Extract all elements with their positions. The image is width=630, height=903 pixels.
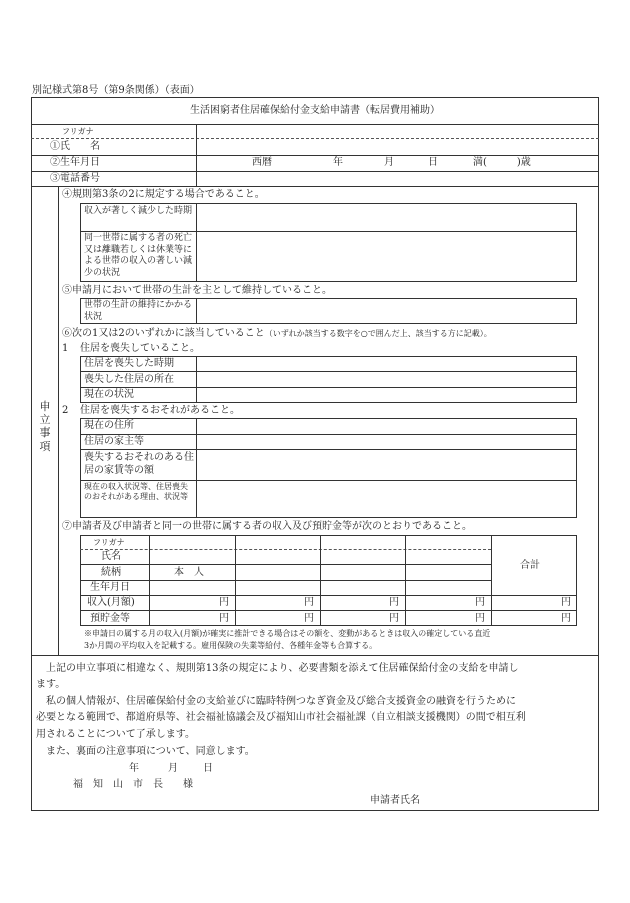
row-label: 収入が著しく減少した時期 <box>84 206 193 216</box>
row-label: 現在の収入状況等、住居喪失のおそれがある理由、状況等 <box>84 482 188 502</box>
row-label: 氏名 <box>101 551 121 562</box>
row-label: 世帯の生計の維持にかかる状況 <box>84 300 193 322</box>
declaration-text: ます。 <box>36 679 66 690</box>
item-1-number: 1 <box>62 343 69 354</box>
yen-unit: 円 <box>475 597 485 608</box>
divider <box>80 480 577 481</box>
row-label: 生年月日 <box>90 582 130 593</box>
row-label: 住居の家主等 <box>84 436 144 447</box>
section-6-title-note: （いずれか該当する数字を○で囲んだ上、該当する方に記載）。 <box>264 329 492 338</box>
divider <box>80 449 577 450</box>
row-label: 喪失した住居の所在 <box>84 374 174 385</box>
yen-unit: 円 <box>304 613 314 624</box>
item-2-number: 2 <box>62 405 69 416</box>
divider <box>235 535 236 626</box>
divider <box>196 298 197 324</box>
item-1-title: 住居を喪失していること。 <box>80 343 200 354</box>
section-6-title-text: ⑥次の1又は2のいずれかに該当していること <box>62 328 265 339</box>
day-label: 日 <box>428 157 438 168</box>
row-label: 住居を喪失した時期 <box>84 358 174 369</box>
divider <box>320 535 321 626</box>
divider <box>80 610 577 611</box>
declaration-text: また、裏面の注意事項について、同意します。 <box>36 746 255 757</box>
divider <box>80 371 577 372</box>
row-label: 現在の状況 <box>84 389 134 400</box>
section-6-title <box>62 329 492 339</box>
row-label: フリガナ <box>93 538 125 547</box>
signature-label: 申請者氏名 <box>370 795 420 806</box>
phone-label: ③電話番号 <box>50 173 100 184</box>
row-label: 同一世帯に属する者の死亡又は離職若しくは休業等による世帯の収入の著しい減少の状況 <box>84 233 193 279</box>
yen-unit: 円 <box>219 597 229 608</box>
date-day: 日 <box>203 763 213 774</box>
declaration-text: 上記の申立事項に相違なく、規則第13条の規定により、必要書類を添えて住居確保給付金の支給を申請し <box>36 663 519 674</box>
form-title: 生活困窮者住居確保給付金支給申請書（転居費用補助） <box>190 105 440 116</box>
divider <box>80 549 491 550</box>
section-4-title: ④規則第3条の2に規定する場合であること。 <box>62 189 265 200</box>
divider <box>80 564 491 565</box>
row-label: 喪失するおそれのある住居の家賃等の額 <box>84 452 194 476</box>
divider <box>491 535 492 626</box>
yen-unit: 円 <box>561 613 571 624</box>
month-label: 月 <box>384 157 394 168</box>
era-label: 西暦 <box>252 157 272 168</box>
divider <box>80 434 577 435</box>
date-month: 月 <box>168 763 178 774</box>
divider <box>196 356 197 403</box>
row-label: 現在の住所 <box>84 420 134 431</box>
divider <box>196 418 197 518</box>
year-label: 年 <box>333 157 343 168</box>
yen-unit: 円 <box>475 613 485 624</box>
divider <box>80 595 577 596</box>
divider <box>80 387 577 388</box>
yen-unit: 円 <box>389 597 399 608</box>
divider <box>149 535 150 626</box>
date-year: 年 <box>129 763 139 774</box>
income-note: 3か月間の平均収入を記載する。雇用保険の失業等給付、各種年金等も合算する。 <box>84 641 378 650</box>
relation-self: 本 人 <box>174 567 204 578</box>
row-label: 続柄 <box>101 567 121 578</box>
form-number: 別記様式第8号（第9条関係）（表面） <box>32 85 200 96</box>
divider <box>58 186 59 655</box>
divider <box>196 203 197 282</box>
divider <box>31 171 599 172</box>
divider <box>196 124 197 186</box>
age-label: 満( )歳 <box>473 157 531 168</box>
divider <box>31 186 599 187</box>
divider <box>31 124 599 125</box>
name-label: ①氏 名 <box>50 141 100 152</box>
divider <box>31 138 599 139</box>
declaration-text: 用されることについて了承します。 <box>36 729 195 740</box>
yen-unit: 円 <box>304 597 314 608</box>
yen-unit: 円 <box>389 613 399 624</box>
divider <box>31 655 599 656</box>
yen-unit: 円 <box>561 597 571 608</box>
divider <box>80 231 577 232</box>
row-label: 預貯金等 <box>90 613 130 624</box>
furigana-label: フリガナ <box>62 127 94 136</box>
declaration-text: 私の個人情報が、住居確保給付金の支給並びに臨時特例つなぎ資金及び総合支援資金の融資を行うために <box>36 696 516 707</box>
declaration-text: 必要となる範囲で、都道府県等、社会福祉協議会及び福知山市社会福祉課（自立相談支援機関）の間で相互利 <box>36 712 526 723</box>
total-label: 合計 <box>520 560 540 571</box>
divider <box>31 155 599 156</box>
item-2-title: 住居を喪失するおそれがあること。 <box>80 405 240 416</box>
income-note: ※申請日の属する月の収入(月額)が確実に推計できる場合はその額を、変動があるときは収入の確定している直近 <box>84 629 491 638</box>
divider <box>80 580 491 581</box>
yen-unit: 円 <box>219 613 229 624</box>
divider <box>405 535 406 626</box>
side-label: 申立事項 <box>39 400 51 453</box>
row-label: 収入(月額) <box>87 597 135 608</box>
mayor-address: 福 知 山 市 長 様 <box>73 779 193 790</box>
birthdate-label: ②生年月日 <box>50 157 100 168</box>
section-7-title: ⑦申請者及び申請者と同一の世帯に属する者の収入及び預貯金等が次のとおりであること。 <box>62 521 472 532</box>
section-5-title: ⑤申請月において世帯の生計を主として維持していること。 <box>62 285 332 296</box>
